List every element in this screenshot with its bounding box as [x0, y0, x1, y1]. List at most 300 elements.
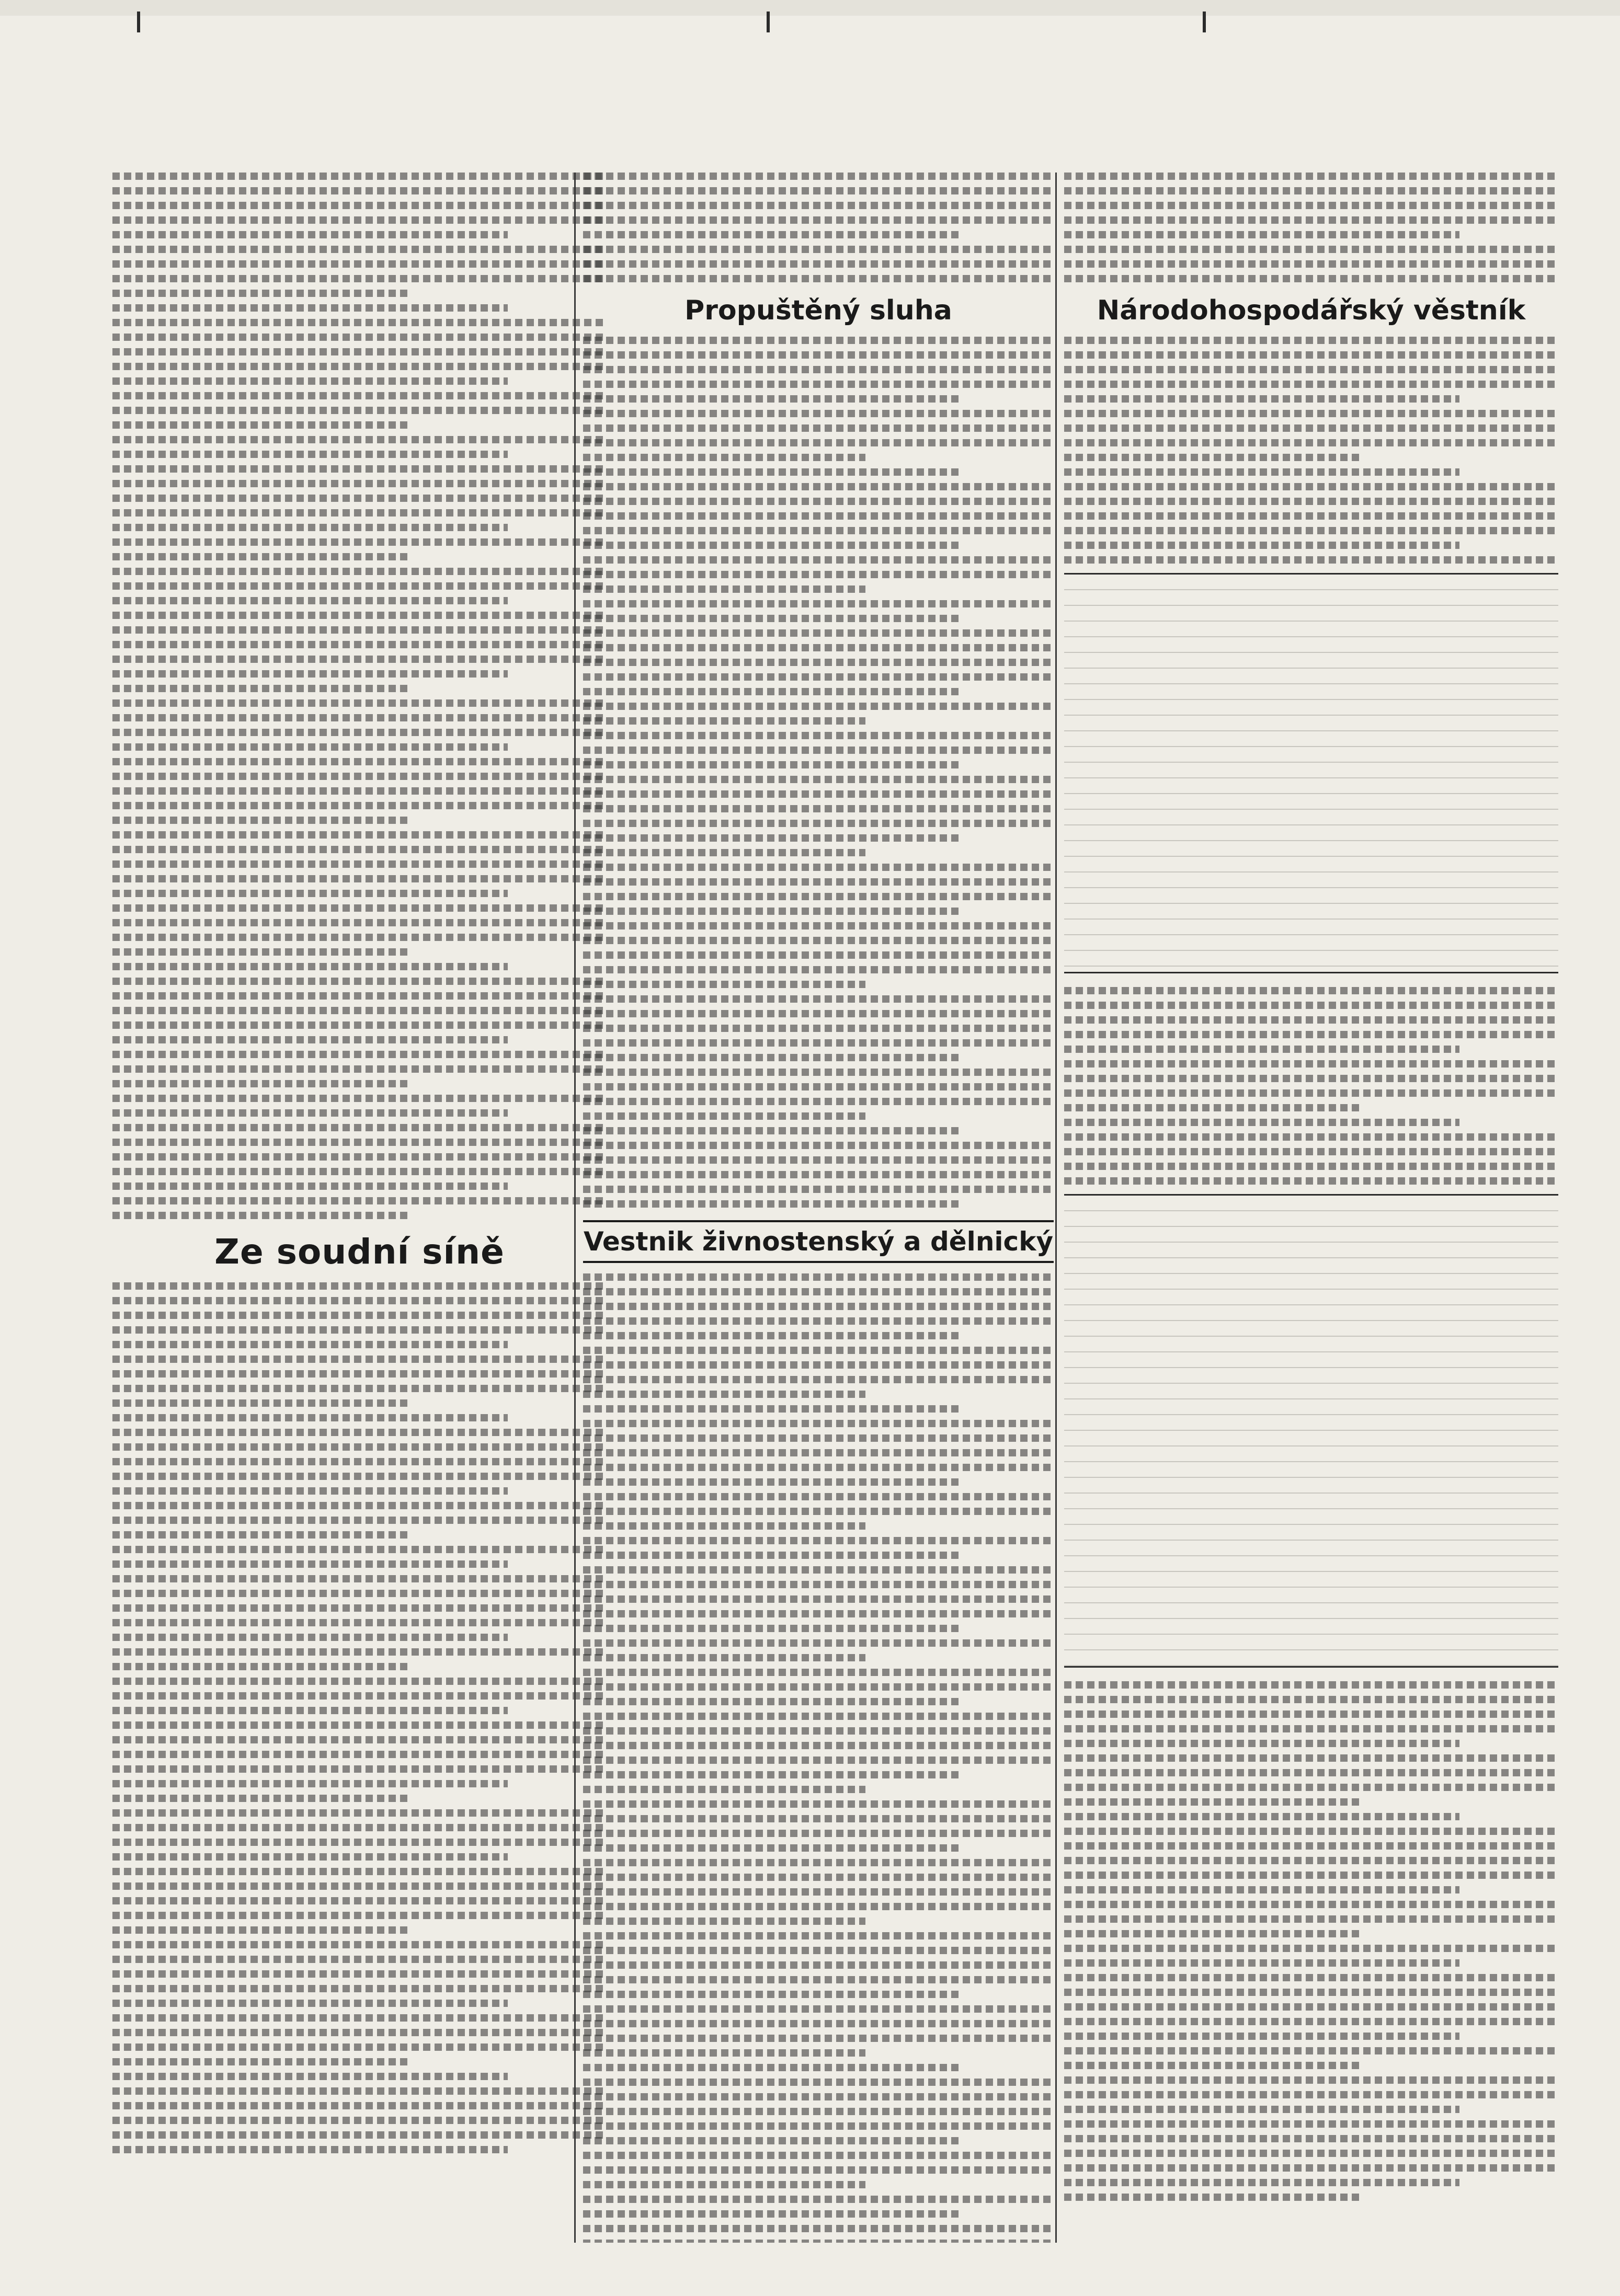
- text-line: [583, 1815, 1054, 1822]
- text-line: [1064, 187, 1558, 194]
- text-line: [583, 644, 1054, 651]
- text-line: [112, 1619, 607, 1626]
- text-line: [583, 1654, 865, 1661]
- text-line: [583, 1552, 960, 1559]
- text-line: [583, 2064, 960, 2071]
- text-line: [583, 424, 1054, 432]
- text-line: [583, 951, 1054, 959]
- text-line: [1064, 1754, 1558, 1762]
- text-line: [583, 395, 960, 403]
- text-line: [112, 1751, 607, 1758]
- text-line: [112, 187, 607, 194]
- text-line: [112, 216, 607, 224]
- text-line: [112, 173, 607, 180]
- text-line: [112, 2000, 508, 2007]
- column-middle: [583, 173, 1054, 2243]
- page-top-edge: [0, 0, 1620, 16]
- text-line: [112, 1473, 607, 1480]
- text-line: [583, 1581, 1054, 1588]
- text-line: [112, 1326, 607, 1334]
- text-line: [1064, 1016, 1558, 1024]
- text-line: [583, 1537, 1054, 1544]
- text-line: [112, 1809, 607, 1817]
- text-line: [583, 893, 1054, 900]
- text-line: [1064, 337, 1558, 344]
- text-line: [1064, 2150, 1558, 2157]
- text-line: [112, 1531, 409, 1539]
- text-line: [583, 1800, 1054, 1808]
- text-line: [583, 2210, 960, 2218]
- text-line: [1064, 2003, 1558, 2011]
- text-line: [112, 1648, 607, 1656]
- text-line: [112, 290, 409, 297]
- text-line: [1064, 275, 1558, 282]
- text-line: [1064, 1060, 1558, 1067]
- text-line: [112, 1297, 607, 1304]
- text-line: [1064, 1148, 1558, 1155]
- text-line: [583, 1903, 1054, 1910]
- text-line: [583, 908, 960, 915]
- text-line: [583, 202, 1054, 209]
- text-line: [112, 1926, 409, 1934]
- text-line: [112, 934, 607, 941]
- column-left: [112, 173, 607, 2243]
- text-line: [112, 963, 508, 970]
- text-line: [112, 1590, 607, 1597]
- section-heading: Národohospodářský věstník: [1097, 295, 1526, 326]
- section-heading: Vestnik živnostenský a dělnický: [583, 1220, 1054, 1263]
- text-line: [112, 656, 607, 663]
- text-line: [1064, 246, 1558, 253]
- text-line: [1064, 202, 1558, 209]
- text-line: [112, 319, 607, 326]
- text-line: [1064, 1119, 1459, 1126]
- text-line: [583, 468, 960, 476]
- text-line: [583, 275, 1054, 282]
- text-line: [112, 436, 607, 443]
- text-line: [112, 670, 508, 678]
- text-line: [112, 802, 607, 809]
- text-line: [583, 527, 1054, 534]
- text-block: [1064, 337, 1558, 564]
- text-line: [1064, 1133, 1558, 1141]
- text-line: [112, 451, 508, 458]
- text-line: [1064, 987, 1558, 994]
- text-line: [112, 1356, 607, 1363]
- text-block: [583, 337, 1054, 1208]
- text-line: [1064, 1798, 1361, 1806]
- text-block: [1064, 987, 1558, 1185]
- text-line: [583, 366, 1054, 373]
- text-line: [583, 1595, 1054, 1603]
- text-line: [583, 1303, 1054, 1310]
- text-line: [583, 2137, 960, 2144]
- text-line: [112, 509, 607, 516]
- text-line: [1064, 1974, 1558, 1981]
- text-line: [583, 381, 1054, 388]
- text-line: [112, 1197, 607, 1204]
- text-line: [583, 1449, 1054, 1456]
- text-line: [583, 1361, 1054, 1369]
- text-line: [583, 1171, 1054, 1178]
- text-line: [583, 1054, 960, 1061]
- text-line: [1064, 2018, 1558, 2025]
- text-line: [1064, 1075, 1558, 1082]
- text-line: [583, 1522, 865, 1530]
- text-line: [112, 948, 409, 956]
- text-line: [112, 568, 607, 575]
- text-line: [1064, 1886, 1459, 1893]
- text-line: [583, 1786, 865, 1793]
- text-line: [583, 1039, 1054, 1047]
- text-line: [583, 1478, 960, 1486]
- text-line: [583, 1669, 1054, 1676]
- text-line: [1064, 1002, 1558, 1009]
- text-line: [112, 714, 607, 721]
- text-line: [112, 612, 607, 619]
- text-line: [112, 1341, 508, 1348]
- text-line: [1064, 1046, 1459, 1053]
- text-line: [583, 1947, 1054, 1954]
- text-line: [1064, 439, 1558, 446]
- text-line: [112, 1370, 607, 1377]
- text-line: [583, 834, 960, 842]
- text-line: [112, 421, 409, 429]
- text-line: [583, 717, 865, 725]
- text-line: [112, 1007, 607, 1014]
- text-line: [583, 1142, 1054, 1149]
- text-line: [112, 2073, 508, 2080]
- text-line: [583, 2166, 1054, 2174]
- text-line: [583, 439, 1054, 446]
- text-line: [583, 410, 1054, 417]
- text-line: [583, 1434, 1054, 1442]
- text-line: [1064, 1769, 1558, 1776]
- text-line: [583, 937, 1054, 944]
- text-line: [112, 1065, 607, 1073]
- text-block: [112, 1282, 607, 2153]
- text-line: [112, 1517, 607, 1524]
- text-line: [583, 981, 865, 988]
- text-line: [112, 1634, 508, 1641]
- text-line: [583, 688, 960, 695]
- column-right: [1064, 173, 1558, 2243]
- text-line: [583, 1127, 960, 1134]
- text-line: [112, 2102, 607, 2109]
- text-line: [1064, 1915, 1558, 1923]
- text-line: [583, 2181, 865, 2188]
- text-line: [583, 512, 1054, 520]
- column-rule: [1055, 173, 1057, 2243]
- text-block: [1064, 1681, 1558, 2201]
- text-line: [1064, 2033, 1459, 2040]
- text-line: [583, 1727, 1054, 1735]
- text-line: [112, 1458, 607, 1465]
- text-line: [1064, 2062, 1361, 2069]
- text-line: [583, 351, 1054, 359]
- text-line: [112, 1839, 607, 1846]
- text-line: [112, 1678, 607, 1685]
- text-line: [112, 846, 607, 853]
- text-line: [583, 187, 1054, 194]
- text-line: [112, 1168, 607, 1175]
- text-line: [583, 1200, 960, 1208]
- text-line: [112, 1399, 409, 1407]
- text-line: [1064, 1740, 1459, 1747]
- text-line: [112, 1985, 607, 1992]
- text-line: [112, 817, 409, 824]
- text-line: [583, 615, 960, 622]
- text-line: [583, 2079, 1054, 2086]
- text-line: [583, 995, 1054, 1003]
- text-line: [1064, 2164, 1558, 2172]
- text-line: [112, 2029, 607, 2036]
- text-line: [1064, 381, 1558, 388]
- text-line: [583, 820, 1054, 827]
- text-line: [112, 699, 607, 707]
- text-line: [112, 890, 508, 897]
- text-line: [583, 2093, 1054, 2100]
- text-line: [583, 1888, 1054, 1896]
- text-line: [112, 392, 607, 399]
- text-line: [112, 1153, 607, 1161]
- text-line: [112, 1546, 607, 1553]
- text-line: [583, 231, 960, 238]
- text-line: [583, 542, 960, 549]
- text-line: [1064, 2091, 1558, 2098]
- text-line: [583, 260, 1054, 268]
- text-line: [583, 1112, 865, 1120]
- text-line: [583, 173, 1054, 180]
- text-line: [1064, 1989, 1558, 1996]
- text-line: [1064, 424, 1558, 432]
- text-line: [583, 732, 1054, 739]
- text-line: [583, 337, 1054, 344]
- text-line: [583, 1273, 1054, 1281]
- text-line: [112, 1721, 607, 1729]
- text-line: [583, 1918, 865, 1925]
- text-line: [112, 978, 607, 985]
- text-line: [1064, 2076, 1558, 2084]
- text-line: [1064, 1872, 1558, 1879]
- text-line: [112, 1882, 607, 1890]
- text-line: [112, 1487, 508, 1495]
- text-line: [112, 992, 607, 1000]
- text-line: [583, 966, 1054, 973]
- text-line: [1064, 1177, 1558, 1185]
- text-line: [583, 1859, 1054, 1866]
- text-line: [1064, 1901, 1558, 1908]
- text-line: [1064, 2106, 1459, 2113]
- text-line: [583, 216, 1054, 224]
- scan-mark: [767, 12, 770, 32]
- text-line: [112, 553, 409, 560]
- text-line: [1064, 1945, 1558, 1952]
- text-line: [583, 1186, 1054, 1193]
- text-line: [112, 1385, 607, 1392]
- text-line: [112, 202, 607, 209]
- text-line: [112, 743, 508, 751]
- text-line: [112, 1956, 607, 1963]
- text-line: [112, 1212, 409, 1219]
- text-line: [1064, 1681, 1558, 1689]
- text-line: [1064, 2179, 1459, 2186]
- text-line: [583, 2108, 1054, 2115]
- text-line: [112, 1912, 607, 1919]
- text-line: [1064, 216, 1558, 224]
- text-line: [583, 246, 1054, 253]
- text-line: [112, 2117, 607, 2124]
- text-line: [583, 1332, 960, 1339]
- text-line: [1064, 1842, 1558, 1850]
- text-line: [1064, 468, 1459, 476]
- text-line: [583, 1566, 1054, 1574]
- text-line: [583, 1405, 960, 1413]
- text-line: [112, 1183, 508, 1190]
- text-line: [583, 1493, 1054, 1500]
- text-line: [1064, 1813, 1459, 1820]
- text-line: [112, 1109, 508, 1117]
- text-line: [112, 626, 607, 634]
- text-line: [112, 729, 607, 736]
- text-line: [112, 860, 607, 868]
- text-line: [112, 1139, 607, 1146]
- text-line: [112, 1824, 607, 1831]
- text-line: [112, 685, 409, 692]
- text-line: [583, 1288, 1054, 1295]
- text-line: [112, 1414, 508, 1421]
- text-line: [583, 747, 1054, 754]
- text-line: [1064, 1725, 1558, 1732]
- text-line: [583, 1771, 960, 1778]
- text-line: [583, 600, 1054, 607]
- scan-mark: [1203, 12, 1206, 32]
- text-line: [112, 2146, 508, 2153]
- text-line: [1064, 231, 1459, 238]
- text-line: [112, 582, 607, 590]
- text-line: [112, 1429, 607, 1436]
- text-line: [583, 483, 1054, 490]
- text-line: [1064, 173, 1558, 180]
- text-line: [583, 673, 1054, 681]
- text-line: [583, 1874, 1054, 1881]
- text-line: [583, 2240, 1054, 2243]
- text-line: [1064, 1828, 1558, 1835]
- text-line: [583, 1317, 1054, 1325]
- text-line: [583, 922, 1054, 929]
- text-line: [112, 480, 607, 487]
- text-line: [112, 919, 607, 926]
- text-line: [112, 2058, 409, 2065]
- text-line: [583, 2225, 1054, 2232]
- text-line: [583, 1683, 1054, 1691]
- text-line: [112, 1095, 607, 1102]
- text-line: [112, 1312, 607, 1319]
- text-line: [583, 1757, 1054, 1764]
- text-line: [112, 773, 607, 780]
- text-line: [583, 2152, 1054, 2159]
- text-line: [583, 2122, 1054, 2130]
- text-line: [112, 1765, 607, 1773]
- text-line: [1064, 260, 1558, 268]
- text-line: [583, 1391, 865, 1398]
- text-line: [112, 1021, 607, 1029]
- text-line: [112, 831, 607, 839]
- text-line: [1064, 366, 1558, 373]
- text-line: [112, 1897, 607, 1904]
- scan-mark: [137, 12, 140, 32]
- text-line: [112, 2131, 607, 2139]
- text-line: [1064, 556, 1558, 564]
- text-line: [1064, 2120, 1558, 2128]
- text-line: [583, 1347, 1054, 1354]
- text-line: [583, 864, 1054, 871]
- text-line: [1064, 395, 1459, 403]
- text-line: [112, 1443, 607, 1451]
- text-line: [583, 556, 1054, 564]
- text-line: [112, 1575, 607, 1582]
- text-line: [583, 571, 1054, 578]
- text-line: [583, 1010, 1054, 1017]
- text-line: [112, 1560, 508, 1568]
- text-line: [1064, 351, 1558, 359]
- text-line: [112, 275, 607, 282]
- text-line: [112, 1970, 607, 1978]
- text-line: [112, 641, 607, 648]
- text-line: [583, 1508, 1054, 1515]
- text-line: [112, 1604, 607, 1612]
- text-line: [112, 465, 607, 473]
- text-line: [583, 761, 960, 768]
- text-line: [583, 878, 1054, 886]
- text-line: [112, 1663, 409, 1670]
- text-block: [1064, 173, 1558, 282]
- text-line: [112, 407, 607, 414]
- text-line: [1064, 542, 1459, 549]
- text-line: [583, 1830, 1054, 1837]
- text-line: [112, 524, 508, 531]
- text-line: [112, 1502, 607, 1509]
- text-line: [112, 1124, 607, 1131]
- text-line: [583, 1991, 960, 1998]
- text-line: [583, 2005, 1054, 2013]
- text-line: [583, 1376, 1054, 1383]
- text-line: [1064, 2194, 1361, 2201]
- text-line: [112, 1780, 508, 1787]
- text-line: [583, 790, 1054, 798]
- text-line: [583, 1025, 1054, 1032]
- text-line: [583, 1932, 1054, 1939]
- text-line: [583, 1976, 1054, 1983]
- text-line: [112, 1941, 607, 1948]
- text-line: [112, 304, 508, 312]
- text-line: [1064, 512, 1558, 520]
- text-line: [583, 1464, 1054, 1471]
- text-line: [583, 1069, 1054, 1076]
- text-line: [112, 1036, 508, 1043]
- text-line: [112, 758, 607, 765]
- text-block: [583, 173, 1054, 282]
- text-line: [112, 1868, 607, 1875]
- text-line: [1064, 1163, 1558, 1170]
- text-line: [583, 1098, 1054, 1105]
- text-line: [112, 348, 607, 355]
- text-line: [583, 1742, 1054, 1749]
- text-line: [112, 334, 607, 341]
- text-line: [583, 849, 865, 856]
- text-line: [583, 1625, 960, 1632]
- text-line: [1064, 1959, 1459, 1967]
